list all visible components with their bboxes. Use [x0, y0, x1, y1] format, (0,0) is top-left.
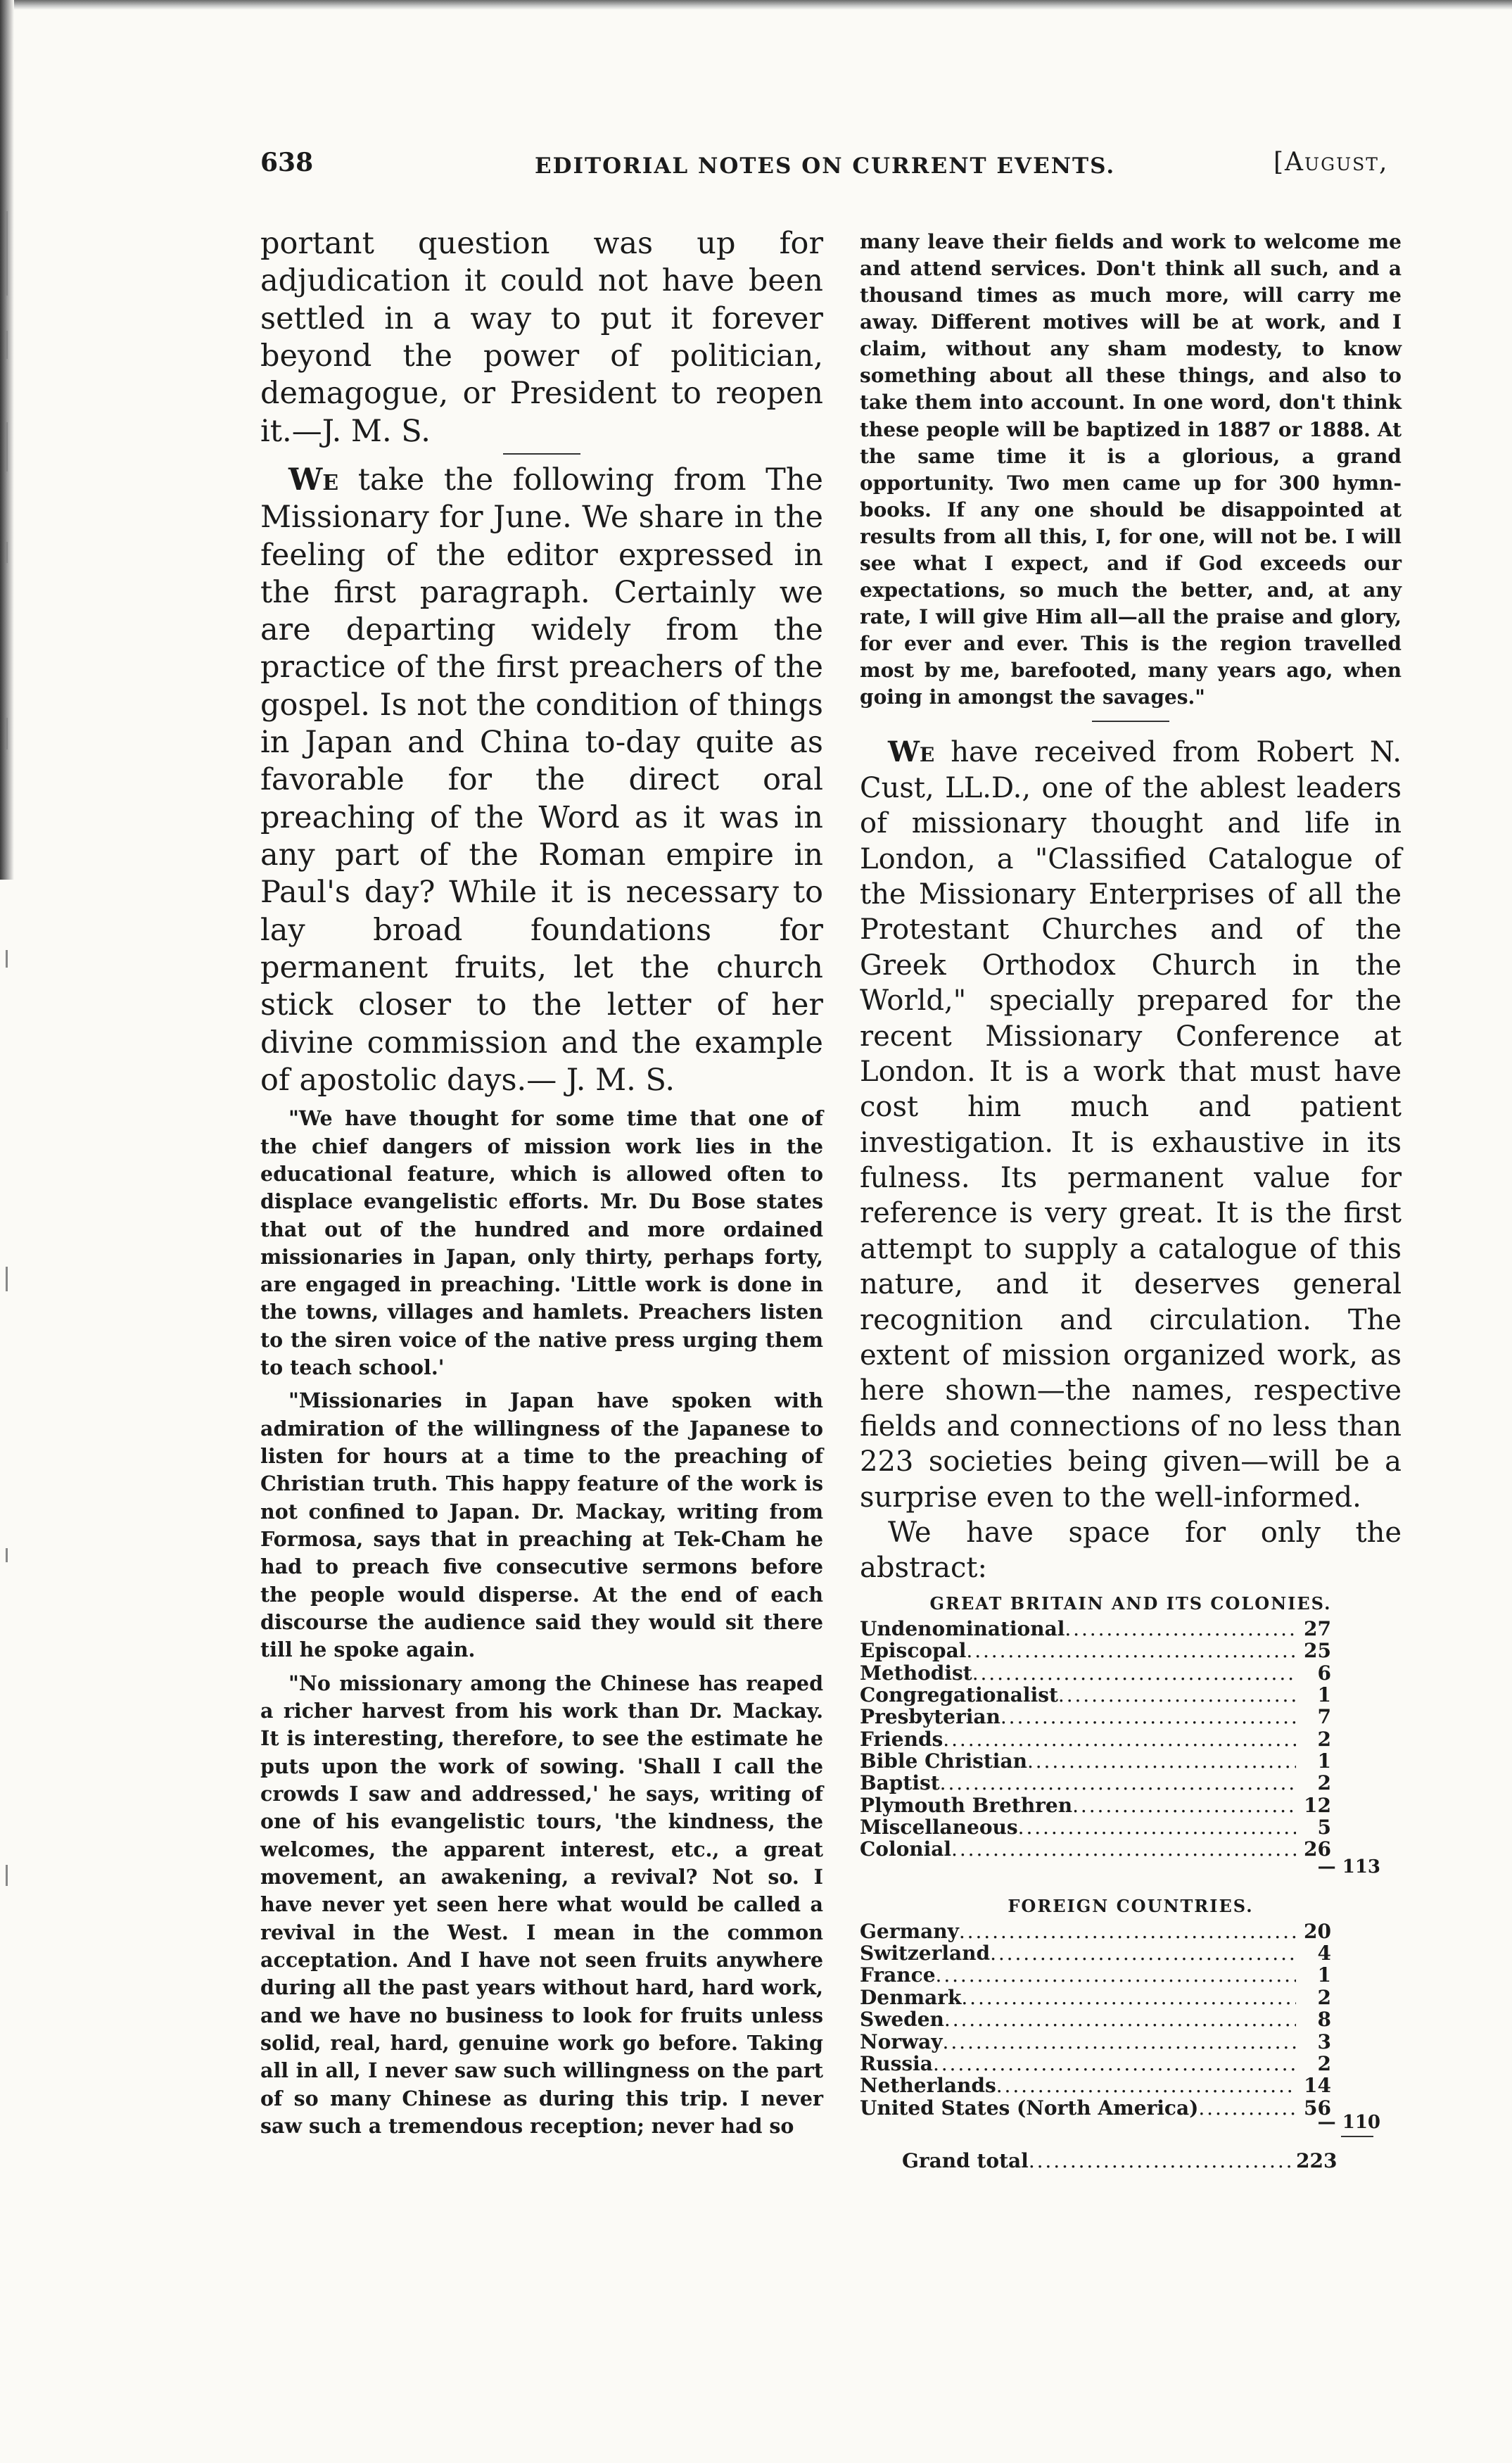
table-row: [860, 1728, 1331, 1750]
leader-dots: [959, 1920, 1296, 1942]
row-value: 12: [1304, 1793, 1331, 1817]
row-label: Denmark: [860, 1985, 962, 2009]
leader-dots: [943, 2031, 1296, 2053]
lead-word: We: [288, 462, 339, 498]
right-column: [860, 229, 1402, 2172]
table-foreign: [860, 1920, 1402, 2119]
table-row: [860, 1640, 1331, 1661]
row-label: Russia: [860, 2051, 933, 2075]
table-row: [860, 1772, 1331, 1794]
leader-dots: [951, 1838, 1296, 1860]
row-label: Plymouth Brethren: [860, 1793, 1073, 1817]
grand-total-row: [902, 2148, 1338, 2172]
row-value: 4: [1317, 1942, 1331, 1965]
subtotal-foreign: — 110: [1317, 2111, 1380, 2133]
row-value: 2: [1317, 1771, 1331, 1795]
row-label: Congregationalist: [860, 1683, 1058, 1707]
row-value: 56: [1304, 2096, 1331, 2120]
row-label: Episcopal: [860, 1639, 967, 1663]
table-row: [860, 2053, 1331, 2075]
leader-dots: [966, 1640, 1296, 1661]
paragraph-cust-body: have received from Robert N. Cust, LL.D., one of the ablest leaders of missionary thought and life in London, a "Classified Catalogue of the Missionary Enterprises of all the Protestant Churches and of the Greek Orthodox Church in the World," specially prepared for the recent Missionary Conference at London. It is a work that must have cost him much and patient investigation. It is exhaustive in its fulness. Its permanent value for reference is very great. It is the first attempt to supply a catalogue of this nature, and it deserves general recognition and circulation. The extent of mission organized work, as here shown—the names, respective fields and connections of no less than 223 societies being given—will be a surprise even to the well-informed.: [860, 736, 1402, 1514]
row-label: France: [860, 1963, 936, 1987]
leader-dots: [990, 1942, 1296, 1964]
total-rule: [1341, 2136, 1373, 2137]
paragraph-adjudication: portant question was up for adjudication it could not have been settled in a way to put it forever beyond the power of politician, demagogue, or President to reopen it.—J. M. S.: [260, 226, 823, 449]
leader-dots: [1027, 1750, 1296, 1772]
row-value: 2: [1317, 1985, 1331, 2009]
table-row: [860, 1987, 1331, 2008]
signature: J. M. S.: [566, 1062, 675, 1098]
section-divider: [503, 453, 580, 455]
row-label: United States (North America): [860, 2096, 1199, 2120]
row-value: 25: [1304, 1639, 1331, 1663]
leader-dots: [1018, 1816, 1296, 1838]
row-value: 1: [1317, 1749, 1331, 1773]
row-value: 7: [1317, 1705, 1331, 1729]
quote-educational: "We have thought for some time that one of the chief dangers of mission work lies in the educational feature, which is allowed often to displace evangelistic efforts. Mr. Du Bose states that out of the hundred and more ordained missionaries in Japan, only thirty, perhaps forty, are engaged in preaching. 'Little work is done in the towns, villages and hamlets. Preachers listen to the siren voice of the native press urging them to teach school.': [260, 1106, 823, 1380]
table-heading-great-britain: GREAT BRITAIN AND ITS COLONIES.: [929, 1593, 1332, 1614]
row-label: Methodist: [860, 1661, 972, 1685]
row-value: 1: [1317, 1683, 1331, 1707]
table-great-britain: [860, 1618, 1402, 1861]
leader-dots: [1198, 2097, 1296, 2119]
leader-dots: [1058, 1684, 1296, 1706]
leader-dots: [1065, 1618, 1296, 1640]
row-label: Baptist: [860, 1771, 940, 1795]
row-value: 26: [1304, 1837, 1331, 1861]
scan-edge-top: [0, 0, 1512, 10]
row-label: Germany: [860, 1919, 959, 1943]
table-row: [860, 1794, 1331, 1816]
table-row: [860, 2097, 1331, 2119]
row-label: Norway: [860, 2030, 943, 2053]
row-label: Netherlands: [860, 2074, 996, 2098]
leader-dots: [1072, 1794, 1296, 1816]
row-value: 2: [1317, 2051, 1331, 2075]
section-divider: [1092, 721, 1169, 722]
table-heading-foreign: FOREIGN COUNTRIES.: [1008, 1895, 1254, 1916]
table-row: [860, 1838, 1331, 1860]
leader-dots: [940, 1772, 1296, 1794]
lead-word: We: [888, 735, 935, 769]
running-date: [August,: [1273, 148, 1389, 177]
row-label: Undenominational: [860, 1616, 1065, 1640]
paragraph-missionary-intro: [260, 462, 823, 1099]
paragraph-missionary-body: take the following from The Missionary for June. We share in the feeling of the editor expressed in the first paragraph. Certainly we are departing widely from the practice of the first preachers of the gospel. Is not the condition of things in Japan and China to-day quite as favorable for the direct oral preaching of the Word as it was in any part of the Roman empire in Paul's day? While it is necessary to lay broad foundations for permanent fruits, let the church stick closer to the letter of her divine commission and the example of apostolic days.—: [260, 462, 823, 1098]
row-label: Sweden: [860, 2008, 944, 2032]
row-value: 14: [1304, 2074, 1331, 2098]
quote-japanese-listeners: "Missionaries in Japan have spoken with admiration of the willingness of the Japanese to listen for hours at a time to the preaching of Christian truth. This happy feature of the work is not confined to Japan. Dr. Mackay, writing from Formosa, says that in preaching at Tek-Cham he had to preach five consecutive sermons before the people would disperse. At the end of each discourse the audience said they would sit there till he spoke again.: [260, 1388, 823, 1662]
row-label: Bible Christian: [860, 1749, 1027, 1773]
grand-total-label: Grand total: [902, 2148, 1029, 2172]
page-number: 638: [260, 148, 314, 177]
paragraph-cust-catalogue: [860, 735, 1402, 1515]
leader-dots: [944, 2008, 1296, 2030]
row-label: Miscellaneous: [860, 1816, 1018, 1840]
table-row: [860, 1706, 1331, 1728]
row-value: 27: [1304, 1616, 1331, 1640]
table-row: [860, 1662, 1331, 1684]
table-row: [860, 1920, 1331, 1942]
row-label: Switzerland: [860, 1942, 991, 1965]
running-title: EDITORIAL NOTES ON CURRENT EVENTS.: [535, 153, 1116, 179]
row-value: 3: [1317, 2030, 1331, 2053]
table-row: [860, 2031, 1331, 2053]
table-row: [860, 1684, 1331, 1706]
table-row: [860, 1942, 1331, 1964]
row-label: Friends: [860, 1727, 944, 1751]
leader-dots: [933, 2053, 1296, 2075]
subtotal-great-britain: — 113: [1317, 1856, 1380, 1878]
leader-dots: [972, 1662, 1296, 1684]
row-value: 8: [1317, 2008, 1331, 2032]
paragraph-abstract-intro: We have space for only the abstract:: [860, 1517, 1402, 1585]
scan-margin-marks: [6, 211, 18, 2041]
table-row: [860, 2008, 1331, 2030]
table-row: [860, 1618, 1331, 1640]
row-value: 1: [1317, 1963, 1331, 1987]
row-value: 2: [1317, 1727, 1331, 1751]
row-label: Colonial: [860, 1837, 952, 1861]
row-value: 20: [1304, 1919, 1331, 1943]
quote-mackay: "No missionary among the Chinese has reaped a richer harvest from his work than Dr. Mackay. It is interesting, therefore, to see the estimate he puts upon the work of sowing. 'Shall I call the crowds I saw and addressed,' he says, writing of one of his evangelistic tours, 'the kindness, the welcomes, the apparent interest, etc., a great movement, an awakening, a revival? Not so. I have never yet seen here what would be called a revival in the West. I mean in the common acceptation. And I have not seen fruits anywhere during all the past years without hard, hard work, and we have no business to look for fruits unless solid, real, hard, genuine work go before. Taking all in all, I never saw such willingness on the part of so many Chinese as during this trip. I never saw such a tremendous reception; never had so: [260, 1671, 823, 2138]
page-header: [260, 148, 1400, 197]
table-row: [860, 1816, 1331, 1838]
table-row: [860, 1964, 1331, 1986]
leader-dots: [936, 1964, 1296, 1986]
row-label: Presbyterian: [860, 1705, 1000, 1729]
table-row: [860, 2075, 1331, 2096]
row-value: 5: [1317, 1816, 1331, 1840]
row-value: 6: [1317, 1661, 1331, 1685]
quote-mackay-continued: many leave their fields and work to welcome me and attend services. Don't think all such, and a thousand times as much more, will carry me away. Different motives will be at work, and I claim, without any sham modesty, to know something about all these things, and also to take them into account. In one word, don't think these people will be baptized in 1887 or 1888. At the same time it is a glorious, a grand opportunity. Two men came up for 300 hymn-books. If any one should be disappointed at results from all this, I, for one, will not be. I will see what I expect, and if God exceeds our expectations, so much the better, and, at any rate, I will give Him all—all the praise and glory, for ever and ever. This is the region travelled most by me, barefooted, many years ago, when going in amongst the savages.": [860, 230, 1402, 709]
left-column: [260, 225, 823, 2140]
leader-dots: [961, 1987, 1296, 2008]
leader-dots: [943, 1728, 1296, 1750]
table-row: [860, 1750, 1331, 1772]
grand-total-value: 223: [1296, 2148, 1338, 2172]
leader-dots: [1000, 1706, 1296, 1728]
leader-dots: [1029, 2150, 1296, 2172]
leader-dots: [996, 2075, 1296, 2096]
